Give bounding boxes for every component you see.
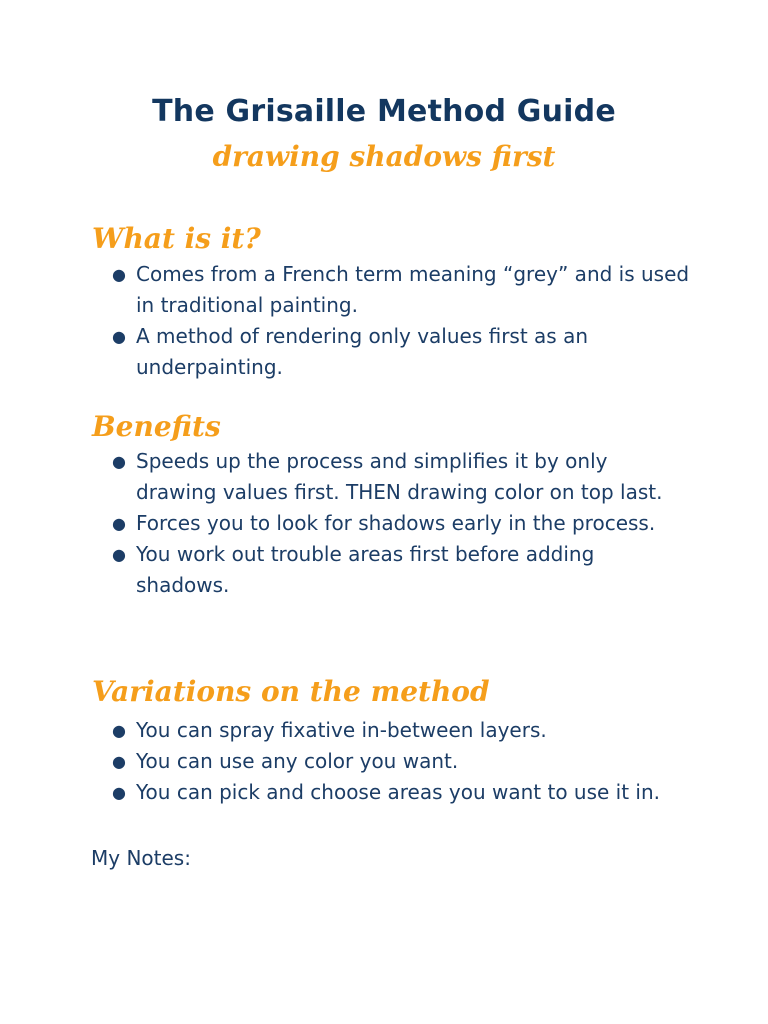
list-item-text: You can spray fixative in-between layers. (136, 718, 547, 742)
list-item-text: A method of rendering only values first as an underpainting. (136, 324, 589, 379)
list-item-text: Comes from a French term meaning “grey” and is used in traditional painting. (136, 262, 690, 317)
bullet-dot-icon: ● (112, 327, 126, 346)
list-item-text: You work out trouble areas first before adding shadows. (136, 542, 595, 597)
list-item (110, 446, 690, 508)
bullet-dot-icon: ● (112, 752, 126, 771)
list-item (110, 777, 710, 808)
section-heading-benefits: Benefits (92, 410, 221, 443)
list-item (110, 259, 690, 321)
notes-label: My Notes: (91, 846, 191, 870)
list-item-text: Forces you to look for shadows early in the process. (136, 511, 656, 535)
bullet-dot-icon: ● (112, 514, 126, 533)
bullet-dot-icon: ● (112, 452, 126, 471)
list-item (110, 539, 690, 601)
bullet-list-variations (110, 715, 710, 808)
bullet-dot-icon: ● (112, 783, 126, 802)
list-item (110, 746, 710, 777)
bullet-dot-icon: ● (112, 545, 126, 564)
list-item (110, 321, 690, 383)
bullet-list-what-is-it (110, 259, 690, 383)
section-heading-variations: Variations on the method (92, 675, 490, 708)
list-item-text: Speeds up the process and simplifies it by only drawing values first. THEN drawing color on top last. (136, 449, 663, 504)
bullet-dot-icon: ● (112, 265, 126, 284)
list-item-text: You can pick and choose areas you want to use it in. (136, 780, 661, 804)
page-title: The Grisaille Method Guide (152, 94, 616, 129)
list-item-text: You can use any color you want. (136, 749, 459, 773)
list-item (110, 508, 690, 539)
bullet-dot-icon: ● (112, 721, 126, 740)
page-subtitle: drawing shadows first (212, 140, 556, 173)
bullet-list-benefits (110, 446, 690, 601)
section-heading-what-is-it: What is it? (92, 222, 261, 255)
list-item (110, 715, 710, 746)
